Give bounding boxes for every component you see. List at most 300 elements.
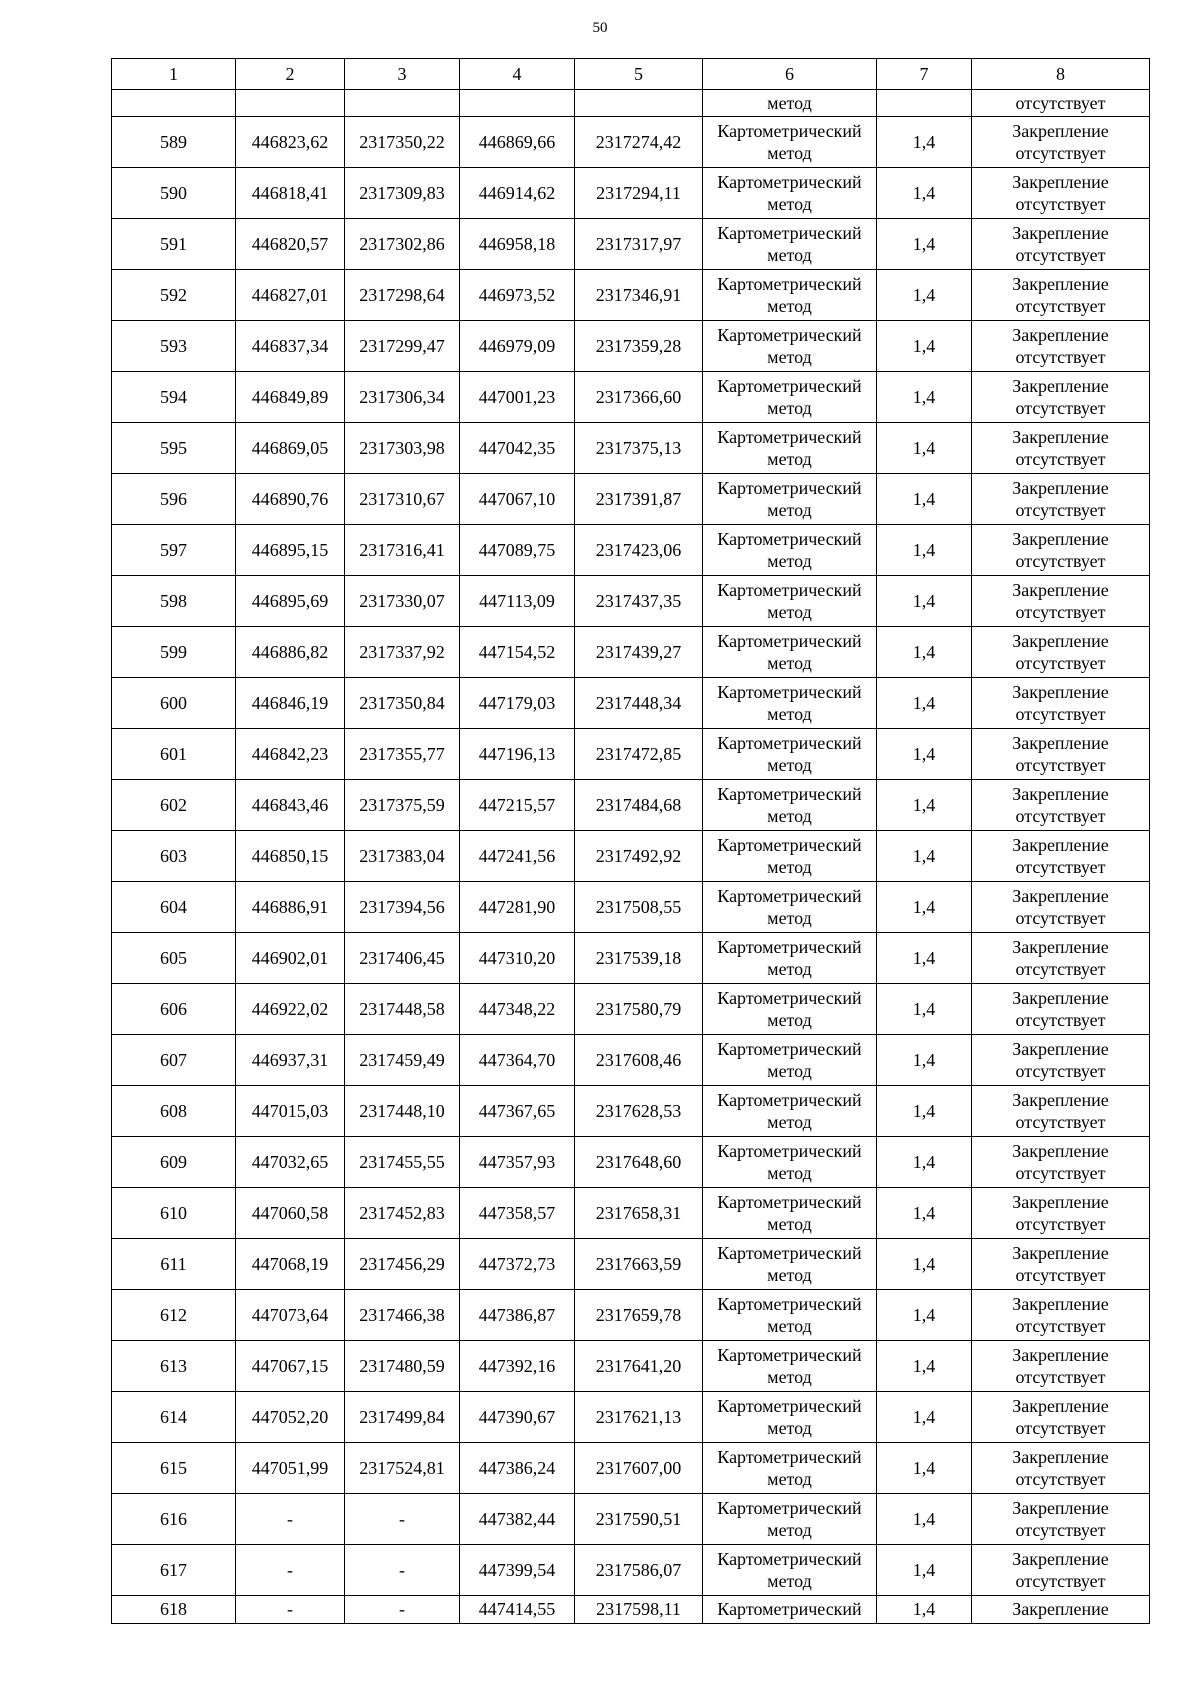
cell-text-line: Закрепление [1012,1141,1109,1161]
table-cell: 605 [112,933,236,984]
table-cell [703,678,877,729]
table-cell [703,1494,877,1545]
cell-text-line: Картометрический [717,937,862,957]
table-cell: 2317394,56 [345,882,460,933]
table-cell [972,1137,1150,1188]
table-cell [703,1086,877,1137]
column-header: 6 [703,59,877,90]
table-cell: 447068,19 [236,1239,345,1290]
table-cell: 590 [112,168,236,219]
table-cell: 2317598,11 [575,1596,703,1624]
table-cell [703,1035,877,1086]
table-cell: 610 [112,1188,236,1239]
column-header: 7 [877,59,972,90]
cell-text-line: отсутствует [1015,1010,1106,1030]
table-cell: 593 [112,321,236,372]
table-cell: 446937,31 [236,1035,345,1086]
table-cell [703,1137,877,1188]
table-cell: 1,4 [877,729,972,780]
table-cell [703,168,877,219]
cell-text-line: Картометрический [717,325,862,345]
table-cell: 2317590,51 [575,1494,703,1545]
cell-text-line: метод [767,551,812,571]
table-cell [703,1545,877,1596]
cell-text-line: Закрепление [1012,835,1109,855]
cell-text-line: Закрепление [1012,1498,1109,1518]
table-cell: - [236,1494,345,1545]
table-cell: 2317648,60 [575,1137,703,1188]
cell-text-line: Картометрический [717,784,862,804]
table-cell: 447241,56 [460,831,575,882]
table-row [112,1392,1150,1443]
table-cell: 447372,73 [460,1239,575,1290]
table-cell: 1,4 [877,1596,972,1624]
table-cell: 607 [112,1035,236,1086]
table-cell [703,372,877,423]
table-cell [972,1035,1150,1086]
table-cell: 446890,76 [236,474,345,525]
cell-text-line: отсутствует [1015,653,1106,673]
table-cell: 1,4 [877,882,972,933]
table-cell [972,882,1150,933]
table-cell: 2317524,81 [345,1443,460,1494]
table-cell: - [236,1545,345,1596]
table-cell: 446958,18 [460,219,575,270]
cell-text-line: Закрепление [1012,1243,1109,1263]
table-cell [703,525,877,576]
table-cell: 447113,09 [460,576,575,627]
cell-text-line: Картометрический [717,376,862,396]
table-cell: 446846,19 [236,678,345,729]
table-cell [703,270,877,321]
cell-text-line: отсутствует [1015,347,1106,367]
table-cell: 2317607,00 [575,1443,703,1494]
cell-text-line: метод [767,959,812,979]
table-cell: 596 [112,474,236,525]
table-cell: 447215,57 [460,780,575,831]
table-cell: 2317448,10 [345,1086,460,1137]
table-row [112,1443,1150,1494]
cell-text-line: Картометрический [717,835,862,855]
cell-text-line: Закрепление [1012,733,1109,753]
table-row [112,678,1150,729]
table-cell: 2317580,79 [575,984,703,1035]
table-cell: 2317641,20 [575,1341,703,1392]
cell-text-line: отсутствует [1015,1367,1106,1387]
table-cell: 447154,52 [460,627,575,678]
cell-text-line: Закрепление [1012,1090,1109,1110]
table-cell: 447392,16 [460,1341,575,1392]
cell-text-line: Закрепление [1012,529,1109,549]
cell-text-line: Закрепление [1012,376,1109,396]
table-row [112,729,1150,780]
table-cell: 447386,87 [460,1290,575,1341]
table-cell: 2317499,84 [345,1392,460,1443]
cell-text-line: метод [767,194,812,214]
cell-text-line: Картометрический [717,1294,862,1314]
table-cell [972,423,1150,474]
table-cell: 591 [112,219,236,270]
table-cell: 2317459,49 [345,1035,460,1086]
table-cell: 446914,62 [460,168,575,219]
table-cell [703,933,877,984]
cell-text-line: отсутствует [1015,806,1106,826]
cell-text-line: метод [767,1265,812,1285]
table-row [112,1341,1150,1392]
table-cell [236,90,345,117]
table-row [112,474,1150,525]
cell-text-line: отсутствует [1015,1316,1106,1336]
cell-text-line: метод [767,449,812,469]
cell-text-line: Закрепление [1012,1294,1109,1314]
table-cell: 446922,02 [236,984,345,1035]
table-cell [703,1392,877,1443]
table-cell: 446849,89 [236,372,345,423]
table-cell: 447358,57 [460,1188,575,1239]
cell-text-line: Закрепление [1012,121,1109,141]
table-cell [972,1392,1150,1443]
table-cell: 2317508,55 [575,882,703,933]
table-cell: 1,4 [877,1545,972,1596]
cell-text-line: метод [767,1418,812,1438]
table-cell: 2317359,28 [575,321,703,372]
table-cell: 2317456,29 [345,1239,460,1290]
table-row [112,525,1150,576]
cell-text-line: Закрепление [1012,1396,1109,1416]
table-cell: 447089,75 [460,525,575,576]
table-cell [972,1341,1150,1392]
table-cell [703,321,877,372]
table-cell: 2317306,34 [345,372,460,423]
cell-text-line: отсутствует [1015,194,1106,214]
table-cell: 446842,23 [236,729,345,780]
table-cell [972,933,1150,984]
table-cell [972,1545,1150,1596]
cell-text-line: Картометрический [717,427,862,447]
table-cell [703,1341,877,1392]
table-cell [972,270,1150,321]
table-cell: 2317298,64 [345,270,460,321]
table-cell [703,219,877,270]
table-row [112,1035,1150,1086]
table-cell: 2317309,83 [345,168,460,219]
table-cell [703,1239,877,1290]
table-cell: 2317658,31 [575,1188,703,1239]
table-cell [972,627,1150,678]
table-cell: 447015,03 [236,1086,345,1137]
table-cell: 2317621,13 [575,1392,703,1443]
cell-text-line: отсутствует [1015,704,1106,724]
table-cell: 2317383,04 [345,831,460,882]
table-cell [703,831,877,882]
cell-text-line: метод [767,1061,812,1081]
table-cell: 1,4 [877,627,972,678]
table-cell: 446818,41 [236,168,345,219]
table-cell: 447357,93 [460,1137,575,1188]
cell-text-line: метод [767,1010,812,1030]
table-cell: 609 [112,1137,236,1188]
table-cell: 2317608,46 [575,1035,703,1086]
table-cell: 2317539,18 [575,933,703,984]
table-cell: 615 [112,1443,236,1494]
table-cell [112,90,236,117]
cell-text-line: Закрепление [1012,1039,1109,1059]
cell-text-line: метод [767,143,812,163]
page-number: 50 [592,20,608,36]
table-cell: - [236,1596,345,1624]
table-cell: 2317375,59 [345,780,460,831]
table-cell: 1,4 [877,525,972,576]
cell-text-line: метод [767,1571,812,1591]
table-cell: 447390,67 [460,1392,575,1443]
table-cell: 618 [112,1596,236,1624]
table-cell [972,117,1150,168]
cell-text-line: Картометрический [717,631,862,651]
table-cell: 606 [112,984,236,1035]
table-cell: 447348,22 [460,984,575,1035]
table-cell: 447179,03 [460,678,575,729]
column-header: 2 [236,59,345,90]
cell-text-line: Картометрический [717,172,862,192]
table-cell: 447196,13 [460,729,575,780]
table-cell [972,1494,1150,1545]
table-cell [703,882,877,933]
table-cell [703,729,877,780]
table-cell: Закрепление [972,1596,1150,1624]
cell-text-line: Закрепление [1012,988,1109,1008]
table-cell: 2317391,87 [575,474,703,525]
table-cell [703,117,877,168]
table-cell: 2317628,53 [575,1086,703,1137]
table-cell: 2317350,84 [345,678,460,729]
table-cell: 598 [112,576,236,627]
table-cell [972,168,1150,219]
cell-text-line: отсутствует [1015,1520,1106,1540]
cell-text-line: отсутствует [1015,1265,1106,1285]
cell-text-line: Картометрический [717,886,862,906]
cell-text-line: Картометрический [717,1498,862,1518]
table-cell: 2317455,55 [345,1137,460,1188]
table-cell: 594 [112,372,236,423]
table-row [112,576,1150,627]
table-cell: 446850,15 [236,831,345,882]
cell-text-line: Картометрический [717,682,862,702]
table-cell: 1,4 [877,1188,972,1239]
table-cell: 602 [112,780,236,831]
table-row [112,168,1150,219]
table-cell [972,729,1150,780]
cell-text-line: отсутствует [1015,1163,1106,1183]
table-cell: 2317663,59 [575,1239,703,1290]
table-cell [972,678,1150,729]
table-cell: 446843,46 [236,780,345,831]
cell-text-line: метод [767,857,812,877]
table-cell: 616 [112,1494,236,1545]
table-cell: метод [703,90,877,117]
table-cell [972,576,1150,627]
table-cell [703,1443,877,1494]
cell-text-line: метод [767,806,812,826]
table-row [112,1239,1150,1290]
column-header: 3 [345,59,460,90]
table-cell [877,90,972,117]
table-cell: 2317492,92 [575,831,703,882]
table-cell [972,1290,1150,1341]
table-cell [703,984,877,1035]
cell-text-line: отсутствует [1015,908,1106,928]
cell-text-line: Картометрический [717,580,862,600]
table-cell: 446902,01 [236,933,345,984]
cell-text-line: Закрепление [1012,784,1109,804]
table-cell: 1,4 [877,984,972,1035]
table-cell [972,219,1150,270]
cell-text-line: Закрепление [1012,325,1109,345]
table-cell: 595 [112,423,236,474]
table-cell: отсутствует [972,90,1150,117]
cell-text-line: метод [767,1316,812,1336]
table-cell: - [345,1494,460,1545]
table-cell: 603 [112,831,236,882]
cell-text-line: отсутствует [1015,1112,1106,1132]
cell-text-line: Закрепление [1012,274,1109,294]
table-cell: 447067,10 [460,474,575,525]
cell-text-line: Закрепление [1012,937,1109,957]
table-row [112,1545,1150,1596]
cell-text-line: Закрепление [1012,478,1109,498]
table-cell: 447281,90 [460,882,575,933]
table-cell: 447310,20 [460,933,575,984]
table-cell: 617 [112,1545,236,1596]
cell-text-line: Закрепление [1012,1447,1109,1467]
table-cell: 2317337,92 [345,627,460,678]
table-cell: 2317659,78 [575,1290,703,1341]
cell-text-line: метод [767,1469,812,1489]
table-cell [703,627,877,678]
table-cell: 2317299,47 [345,321,460,372]
table-cell: 2317448,34 [575,678,703,729]
table-cell: Картометрический [703,1596,877,1624]
table-cell: 2317302,86 [345,219,460,270]
table-cell: 2317350,22 [345,117,460,168]
cell-text-line: Закрепление [1012,682,1109,702]
cell-text-line: Картометрический [717,1549,862,1569]
table-cell: 447382,44 [460,1494,575,1545]
table-cell: 2317294,11 [575,168,703,219]
table-cell: 1,4 [877,780,972,831]
table-cell: 600 [112,678,236,729]
table-cell [703,474,877,525]
table-cell: 2317303,98 [345,423,460,474]
table-cell: 2317316,41 [345,525,460,576]
cell-text-line: отсутствует [1015,1469,1106,1489]
cell-text-line: Картометрический [717,1141,862,1161]
table-cell: 2317406,45 [345,933,460,984]
table-row [112,882,1150,933]
table-cell: 446895,15 [236,525,345,576]
table-cell [972,780,1150,831]
table-cell: 2317448,58 [345,984,460,1035]
table-cell: 447001,23 [460,372,575,423]
column-header: 1 [112,59,236,90]
cell-text-line: Картометрический [717,1396,862,1416]
cell-text-line: метод [767,500,812,520]
table-cell: 447032,65 [236,1137,345,1188]
table-cell: 446827,01 [236,270,345,321]
cell-text-line: Картометрический [717,1192,862,1212]
table-cell: 1,4 [877,168,972,219]
table-row [112,627,1150,678]
cell-text-line: метод [767,1112,812,1132]
cell-text-line: Закрепление [1012,223,1109,243]
table-cell: 446979,09 [460,321,575,372]
table-row-continued [112,90,1150,117]
table-cell: 1,4 [877,1392,972,1443]
table-cell: 447399,54 [460,1545,575,1596]
table-cell: 446823,62 [236,117,345,168]
cell-text-line: Картометрический [717,1345,862,1365]
table-row-last [112,1596,1150,1624]
table-cell: 1,4 [877,1035,972,1086]
table-cell: 2317375,13 [575,423,703,474]
cell-text-line: Закрепление [1012,1192,1109,1212]
cell-text-line: метод [767,245,812,265]
table-cell [703,780,877,831]
table-cell [703,1290,877,1341]
cell-text-line: метод [767,602,812,622]
table-cell [703,1188,877,1239]
cell-text-line: Картометрический [717,223,862,243]
table-row [112,984,1150,1035]
cell-text-line: отсутствует [1015,602,1106,622]
table-cell: 613 [112,1341,236,1392]
table-cell: 2317466,38 [345,1290,460,1341]
cell-text-line: Закрепление [1012,172,1109,192]
cell-text-line: отсутствует [1015,1418,1106,1438]
cell-text-line: Картометрический [717,1243,862,1263]
cell-text-line: отсутствует [1015,1571,1106,1591]
cell-text-line: Картометрический [717,274,862,294]
table-cell: 1,4 [877,1290,972,1341]
cell-text-line: метод [767,704,812,724]
table-row [112,372,1150,423]
table-cell: 1,4 [877,372,972,423]
table-row [112,219,1150,270]
cell-text-line: Картометрический [717,1090,862,1110]
table-cell: 447414,55 [460,1596,575,1624]
table-cell: 447052,20 [236,1392,345,1443]
table-cell: 1,4 [877,423,972,474]
cell-text-line: метод [767,398,812,418]
table-cell [972,831,1150,882]
table-cell: 2317310,67 [345,474,460,525]
table-cell: 2317366,60 [575,372,703,423]
cell-text-line: Картометрический [717,121,862,141]
table-cell: 447367,65 [460,1086,575,1137]
table-cell: 1,4 [877,678,972,729]
table-cell: 1,4 [877,1494,972,1545]
table-cell: 614 [112,1392,236,1443]
table-cell: 447364,70 [460,1035,575,1086]
table-cell: 447386,24 [460,1443,575,1494]
table-cell: 446837,34 [236,321,345,372]
cell-text-line: Закрепление [1012,427,1109,447]
table-cell: 2317480,59 [345,1341,460,1392]
table-cell: 2317423,06 [575,525,703,576]
cell-text-line: отсутствует [1015,398,1106,418]
cell-text-line: отсутствует [1015,143,1106,163]
table-cell: 1,4 [877,474,972,525]
table-row [112,117,1150,168]
